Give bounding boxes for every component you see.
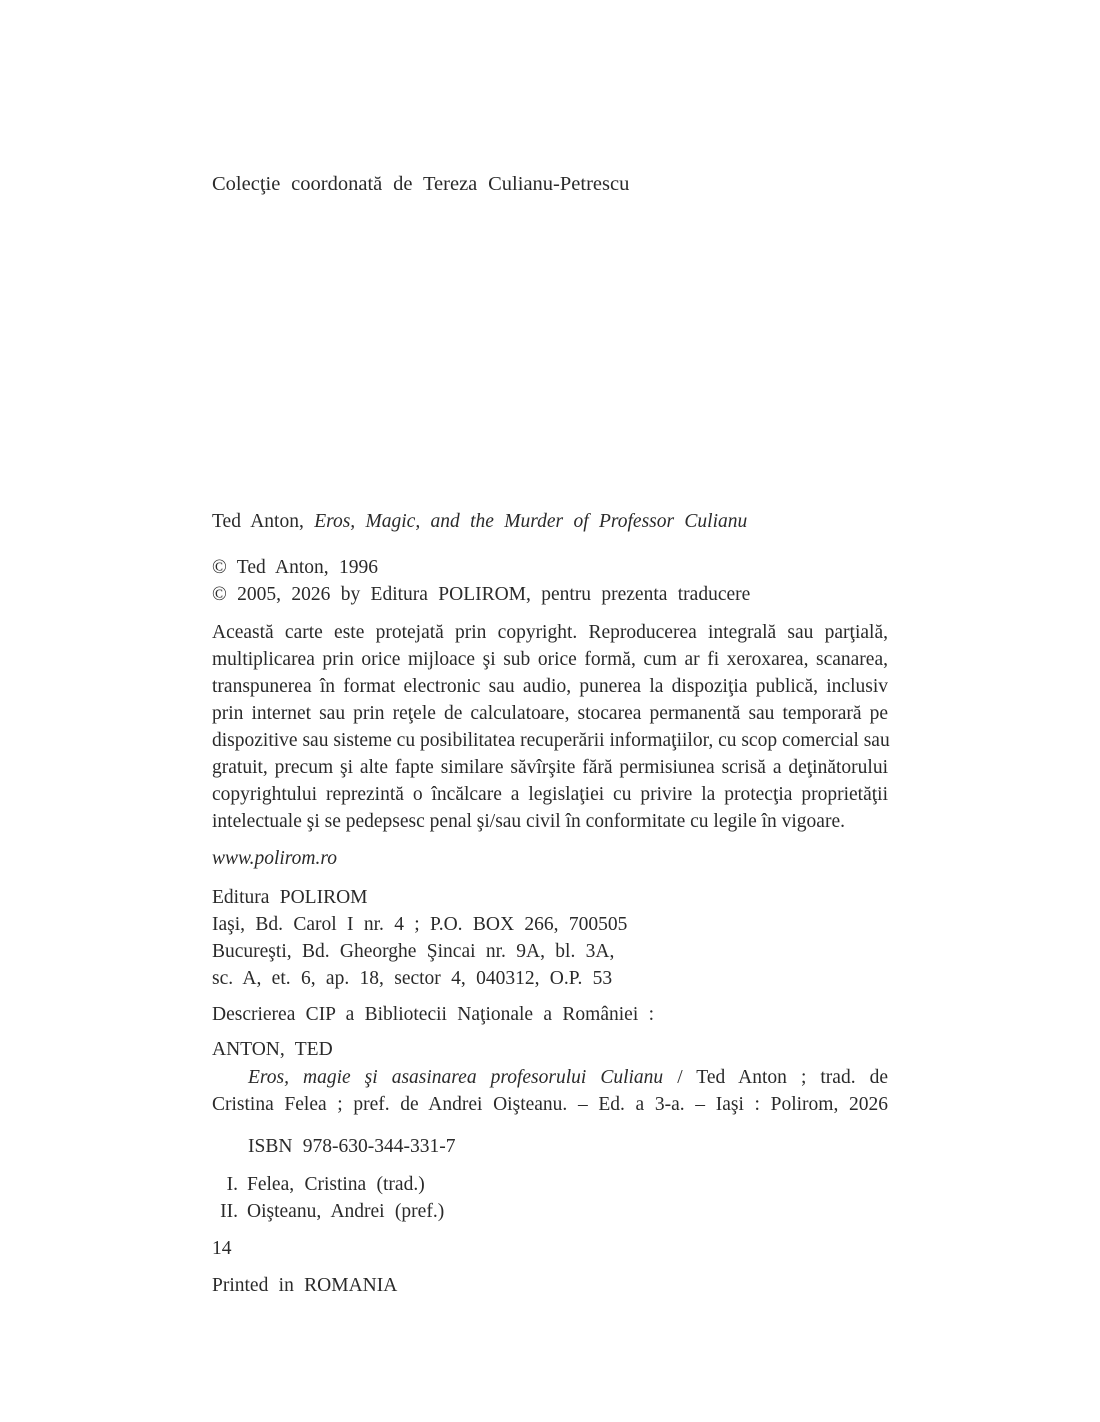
cip-entry [212,1064,888,1118]
cip-author-heading: ANTON, TED [212,1039,333,1060]
cip-entry-line: Cristina Felea ; pref. de Andrei Oişteanu. – Ed. a 3-a. – Iaşi : Polirom, 2026 [212,1094,888,1115]
cip-entry-rest: / Ted Anton ; trad. de [663,1067,888,1088]
page-number: 14 [212,1238,232,1259]
original-edition-line [212,508,747,535]
website-url: www.polirom.ro [212,848,337,869]
rights-line: multiplicarea prin orice mijloace şi sub orice formă, cum ar fi xeroxarea, scanarea, [212,649,888,670]
publisher-name: Editura POLIROM [212,887,368,908]
publisher-block [212,884,627,992]
rights-line: transpunerea în format electronic sau audio, punerea la dispoziţia publică, inclusiv [212,676,888,697]
original-edition-title: Eros, Magic, and the Murder of Professor Culianu [314,511,748,532]
rights-line: copyrightului reprezintă o încălcare a legislaţiei cu privire la protecţia proprietăţii [212,784,888,805]
cip-entry-line [212,1064,888,1091]
copyright-line: © Ted Anton, 1996 [212,557,378,578]
original-edition-author: Ted Anton, [212,511,315,532]
copyright-block [212,554,750,608]
publisher-address-line: sc. A, et. 6, ap. 18, sector 4, 040312, O.P. 53 [212,968,613,989]
printed-in-note: Printed in ROMANIA [212,1275,398,1296]
publisher-address-line: Bucureşti, Bd. Gheorghe Şincai nr. 9A, bl. 3A, [212,941,615,962]
cip-translated-title: Eros, magie şi asasinarea profesorului Culianu [248,1067,664,1088]
cip-index-list [212,1171,444,1225]
rights-line: intelectuale şi se pedepsesc penal şi/sau civil în conformitate cu legile în vigoare. [212,811,845,832]
index-numeral: I. [226,1174,238,1195]
index-numeral: II. [220,1201,238,1222]
collection-note: Colecţie coordonată de Tereza Culianu-Petrescu [212,173,630,195]
rights-line: prin internet sau prin reţele de calculatoare, stocarea permanentă sau temporară pe [212,703,888,724]
index-entry [212,1198,444,1225]
publisher-address-line: Iaşi, Bd. Carol I nr. 4 ; P.O. BOX 266, 700505 [212,914,628,935]
rights-notice [212,619,888,835]
isbn: ISBN 978-630-344-331-7 [248,1136,456,1157]
rights-line: Această carte este protejată prin copyright. Reproducerea integrală sau parţială, [212,622,888,643]
rights-line: gratuit, precum şi alte fapte similare săvîrşite fără permisiunea scrisă a deţinătorului [212,757,888,778]
copyright-line: © 2005, 2026 by Editura POLIROM, pentru prezenta traducere [212,584,751,605]
index-text: Felea, Cristina (trad.) [247,1174,425,1195]
index-text: Oişteanu, Andrei (pref.) [247,1201,445,1222]
cip-heading: Descrierea CIP a Bibliotecii Naţionale a României : [212,1004,654,1025]
index-entry [212,1171,444,1198]
rights-line: dispozitive sau sisteme cu posibilitatea recuperării informaţiilor, cu scop comercial sau [212,730,890,751]
